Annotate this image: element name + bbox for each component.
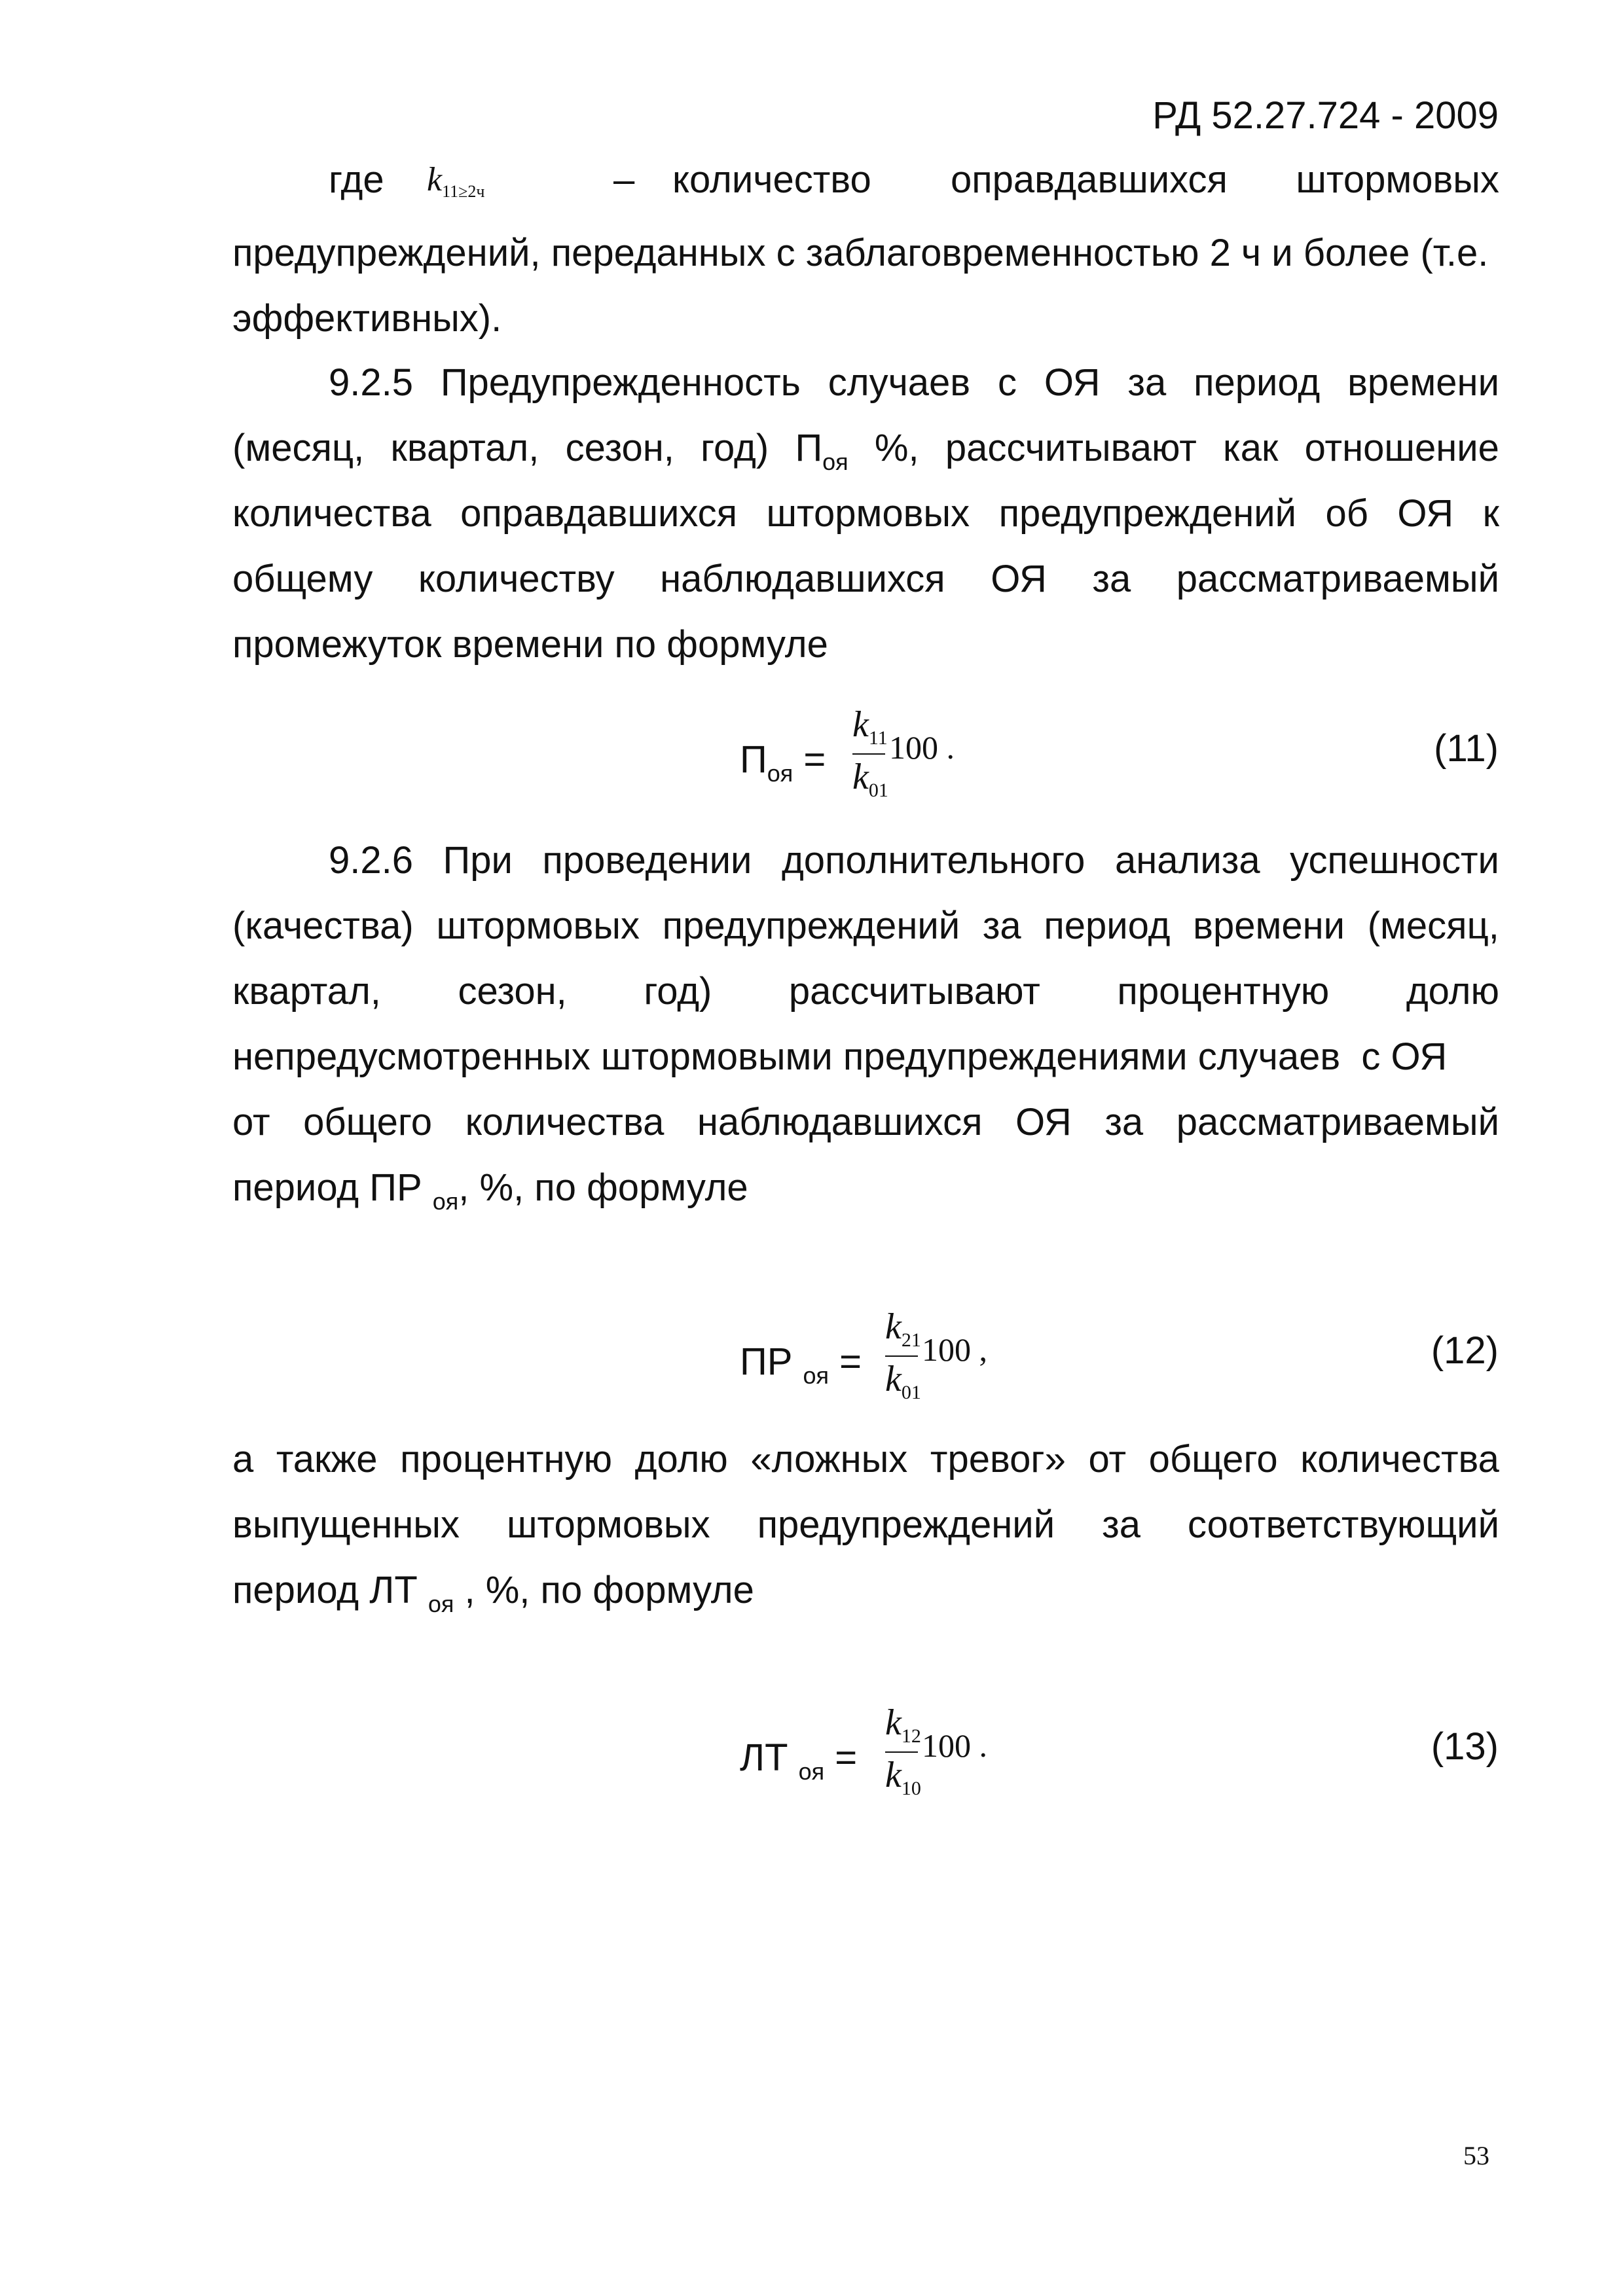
word: количества [1300,1438,1499,1480]
word: рассчитывают [788,970,1040,1013]
word: дополнительного [781,839,1085,882]
word: за [1127,361,1167,404]
word: ОЯ [1397,492,1454,535]
word: соответствующий [1187,1503,1499,1546]
word: от [1088,1438,1127,1480]
formula-lhs: ЛТ $_{оя}$ = [740,1736,858,1785]
word: количества [232,492,431,535]
fraction-bar [885,1355,918,1357]
word: времени [1347,361,1499,404]
word: за [1092,558,1131,600]
word: ОЯ [991,558,1047,600]
word: 9.2.5 [329,361,413,404]
denominator: $k_{01}$ [885,1359,921,1403]
word: долю [1406,970,1499,1013]
word: штормовых [507,1503,710,1546]
paragraph-false-alarm-line-3: период ЛТ $_{оя}$ , %, по формуле [232,1569,754,1617]
text-line: эффективных). [232,297,502,340]
word: штормовых [1296,158,1499,201]
formula-lhs: $П_{оя}$ = [740,738,826,787]
numerator: $k_{21}$ [885,1306,921,1351]
paragraph-9-2-6-line-6: период ПР $_{оя}$, %, по формуле [232,1166,748,1215]
word: ОЯ [1044,361,1101,404]
word: к [1482,492,1499,535]
word: рассматриваемый [1176,1101,1499,1143]
word: с [997,361,1017,404]
word: «ложных [750,1438,908,1480]
paragraph-9-2-5-line-2 [232,425,1499,476]
word: (месяц, [1367,905,1499,947]
word: проведении [542,839,752,882]
text-line: предупреждений, переданных с заблаговременностью 2 ч и более (т.е. [232,232,1489,274]
document-code-header: РД 52.27.724 - 2009 [1152,94,1499,137]
word: за [1102,1503,1140,1546]
denominator: $k_{01}$ [852,757,888,801]
word: за [1104,1101,1144,1143]
paragraph-9-2-5-line-3 [232,491,1499,537]
equation-number: (11) [1434,727,1499,770]
word: времени [1193,905,1345,947]
word: случаев [828,361,971,404]
word: также [276,1438,378,1480]
word: период [1194,361,1321,404]
word: При [443,839,513,882]
symbol-k-11-2h: k11≥2ч [427,161,485,201]
word: процентную [400,1438,612,1480]
denominator: $k_{10}$ [885,1755,921,1799]
word: успешности [1290,839,1499,882]
word: наблюдавшихся [697,1101,983,1143]
word: как [1223,427,1279,469]
symbol-p-oya: $П_{оя}$ [795,427,848,475]
word: выпущенных [232,1503,460,1546]
word: сезон, [565,427,674,469]
word: общего [303,1101,433,1143]
word: (качества) [232,905,414,947]
word: общего [1148,1438,1278,1480]
paragraph-9-2-5-line-5: промежуток времени по формуле [232,623,828,666]
word: тревог» [930,1438,1066,1480]
paragraph-9-2-6-line-1 [329,838,1499,884]
word: анализа [1114,839,1260,882]
word: %, [874,427,919,469]
word: оправдавшихся [951,158,1228,201]
word: квартал, [390,427,539,469]
paragraph-9-2-5-line-4 [232,556,1499,602]
word: год) [701,427,769,469]
paragraph-false-alarm-line-1 [232,1437,1499,1482]
word: количеству [418,558,615,600]
paragraph-9-2-6-line-2 [232,903,1499,949]
numerator: $k_{12}$ [885,1702,921,1747]
word: предупреждений [998,492,1297,535]
equation-number: (13) [1431,1725,1499,1768]
formula-lhs: ПР $_{оя}$ = [740,1340,862,1389]
word: количества [465,1101,665,1143]
paragraph-9-2-6-line-4: непредусмотренных штормовыми предупреждениями случаев с ОЯ [232,1035,1448,1078]
word: оправдавшихся [460,492,738,535]
fraction-bar [852,753,885,755]
word: период [1044,905,1171,947]
word: наблюдавшихся [660,558,945,600]
word: рассматриваемый [1176,558,1499,600]
word: а [232,1438,254,1480]
word: общему [232,558,373,600]
word: штормовых [436,905,640,947]
formula-tail: 100 . [889,729,955,766]
word: предупреждений [662,905,960,947]
word: сезон, [458,970,567,1013]
dash: – [613,158,635,201]
word: отношение [1304,427,1499,469]
word: долю [634,1438,728,1480]
paragraph-false-alarm-line-2 [232,1502,1499,1548]
word: штормовых [766,492,970,535]
word: Предупрежденность [440,361,801,404]
numerator: $k_{11}$ [852,704,888,749]
paragraph-9-2-6-line-5 [232,1100,1499,1145]
page-number: 53 [1463,2141,1489,2170]
word: ОЯ [1015,1101,1072,1143]
word: (месяц, [232,427,365,469]
word: рассчитывают [945,427,1197,469]
word: предупреждений [757,1503,1055,1546]
word: количество [672,158,871,201]
word: за [982,905,1021,947]
word: год) [644,970,712,1013]
word: процентную [1117,970,1330,1013]
word: квартал, [232,970,381,1013]
word: 9.2.6 [329,839,413,882]
lead-word: где [329,158,384,201]
equation-number: (12) [1431,1329,1499,1372]
paragraph-9-2-5-line-1 [329,360,1499,406]
word: от [232,1101,270,1143]
formula-tail: 100 , [922,1331,987,1368]
fraction-bar [885,1751,918,1753]
formula-tail: 100 . [922,1727,987,1764]
word: об [1325,492,1368,535]
paragraph-9-2-6-line-3 [232,969,1499,1014]
